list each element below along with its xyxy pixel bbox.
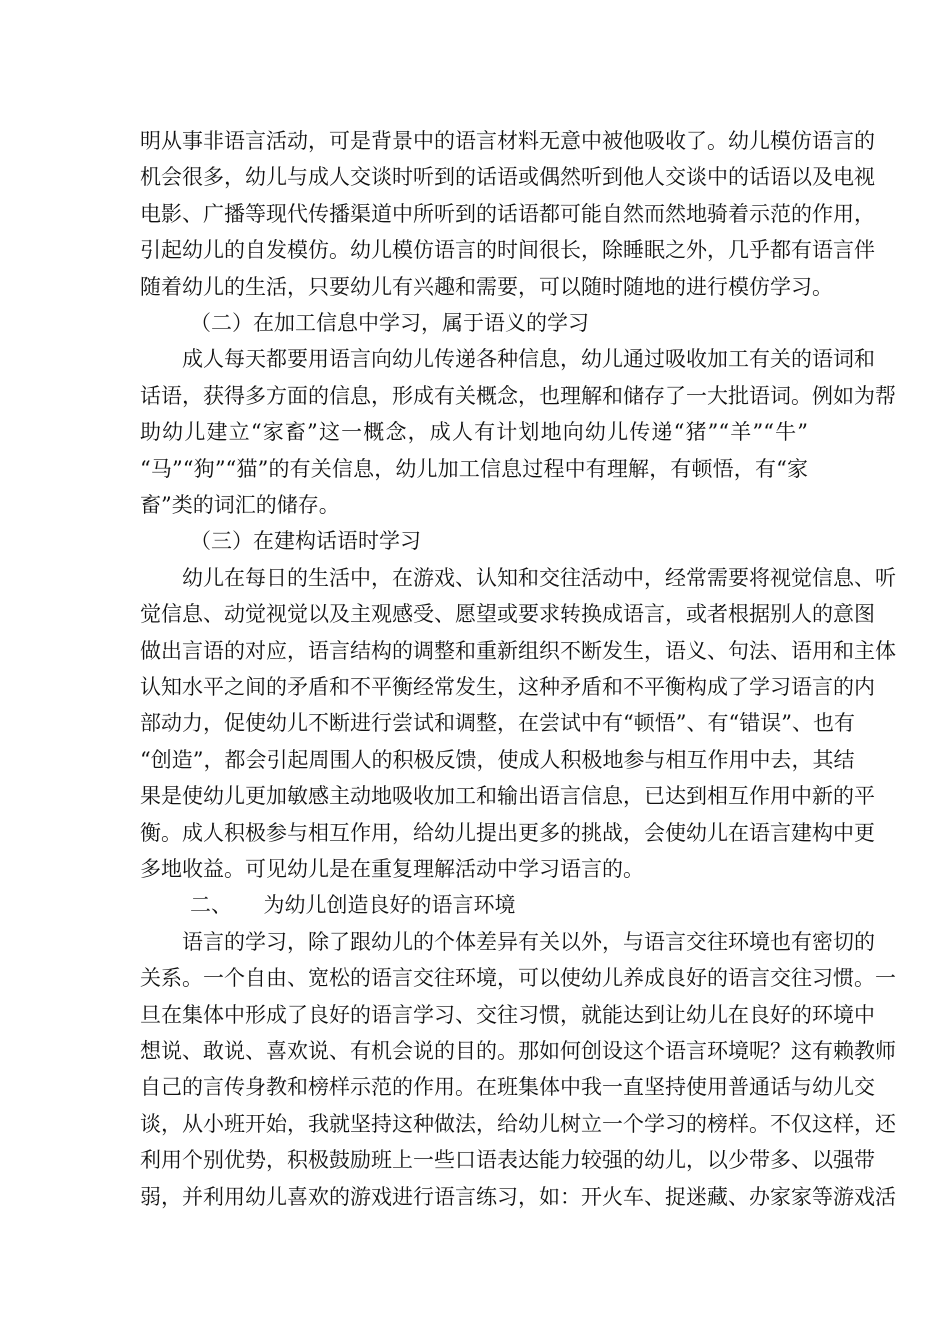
text-line: 做出言语的对应，语言结构的调整和重新组织不断发生，语义、句法、语用和主体	[140, 638, 896, 663]
text-line: 利用个别优势，积极鼓励班上一些口语表达能力较强的幼儿，以少带多、以强带	[140, 1148, 875, 1173]
text-line: 觉信息、动觉视觉以及主观感受、愿望或要求转换成语言，或者根据别人的意图	[140, 602, 875, 627]
section-heading: （二）在加工信息中学习，属于语义的学习	[190, 311, 589, 335]
text-line: 旦在集体中形成了良好的语言学习、交往习惯，就能达到让幼儿在良好的环境中	[140, 1002, 875, 1027]
text-line: 助幼儿建立“家畜”这一概念，成人有计划地向幼儿传递“猪”“羊”“牛”	[140, 420, 808, 445]
text-line: 话语，获得多方面的信息，形成有关概念，也理解和储存了一大批语词。例如为帮	[140, 383, 896, 408]
text-line: 关系。一个自由、宽松的语言交往环境，可以使幼儿养成良好的语言交往习惯。一	[140, 966, 896, 991]
text-line: 机会很多，幼儿与成人交谈时听到的话语或偶然听到他人交谈中的话语以及电视	[140, 165, 875, 190]
text-line: 电影、广播等现代传播渠道中所听到的话语都可能自然而然地骑着示范的作用，	[140, 201, 875, 226]
text-line: 随着幼儿的生活，只要幼儿有兴趣和需要，可以随时随地的进行模仿学习。	[140, 274, 833, 299]
text-line: 想说、敢说、喜欢说、有机会说的目的。那如何创设这个语言环境呢？这有赖教师	[140, 1039, 896, 1063]
text-line: 自己的言传身教和榜样示范的作用。在班集体中我一直坚持使用普通话与幼儿交	[140, 1075, 875, 1100]
text-line: 明从事非语言活动，可是背景中的语言材料无意中被他吸收了。幼儿模仿语言的	[140, 129, 875, 153]
text-line: “马”“狗”“猫”的有关信息，幼儿加工信息过程中有理解，有顿悟，有“家	[140, 456, 808, 481]
text-line: “创造”，都会引起周围人的积极反馈，使成人积极地参与相互作用中去，其结	[140, 747, 855, 772]
text-line: 谈，从小班开始，我就坚持这种做法，给幼儿树立一个学习的榜样。不仅这样，还	[140, 1111, 896, 1136]
text-line: 认知水平之间的矛盾和不平衡经常发生，这种矛盾和不平衡构成了学习语言的内	[140, 675, 875, 699]
text-line: 部动力，促使幼儿不断进行尝试和调整，在尝试中有“顿悟”、有“错误”、也有	[140, 711, 855, 736]
text-line: 引起幼儿的自发模仿。幼儿模仿语言的时间很长，除睡眠之外，几乎都有语言伴	[140, 238, 875, 263]
text-line: 幼儿在每日的生活中，在游戏、认知和交往活动中，经常需要将视觉信息、听	[140, 565, 896, 590]
text-line: 畜”类的词汇的储存。	[140, 493, 340, 517]
section-heading: 二、 为幼儿创造良好的语言环境	[190, 893, 516, 918]
text-line: 弱，并利用幼儿喜欢的游戏进行语言练习，如：开火车、捉迷藏、办家家等游戏活	[140, 1184, 896, 1209]
text-line: 多地收益。可见幼儿是在重复理解活动中学习语言的。	[140, 857, 644, 881]
text-line: 果是使幼儿更加敏感主动地吸收加工和输出语言信息，已达到相互作用中新的平	[140, 784, 875, 809]
text-line: 衡。成人积极参与相互作用，给幼儿提出更多的挑战，会使幼儿在语言建构中更	[140, 820, 875, 845]
text-line: 语言的学习，除了跟幼儿的个体差异有关以外，与语言交往环境也有密切的	[140, 929, 875, 954]
section-heading: （三）在建构话语时学习	[190, 529, 421, 554]
text-line: 成人每天都要用语言向幼儿传递各种信息，幼儿通过吸收加工有关的语词和	[140, 347, 875, 372]
